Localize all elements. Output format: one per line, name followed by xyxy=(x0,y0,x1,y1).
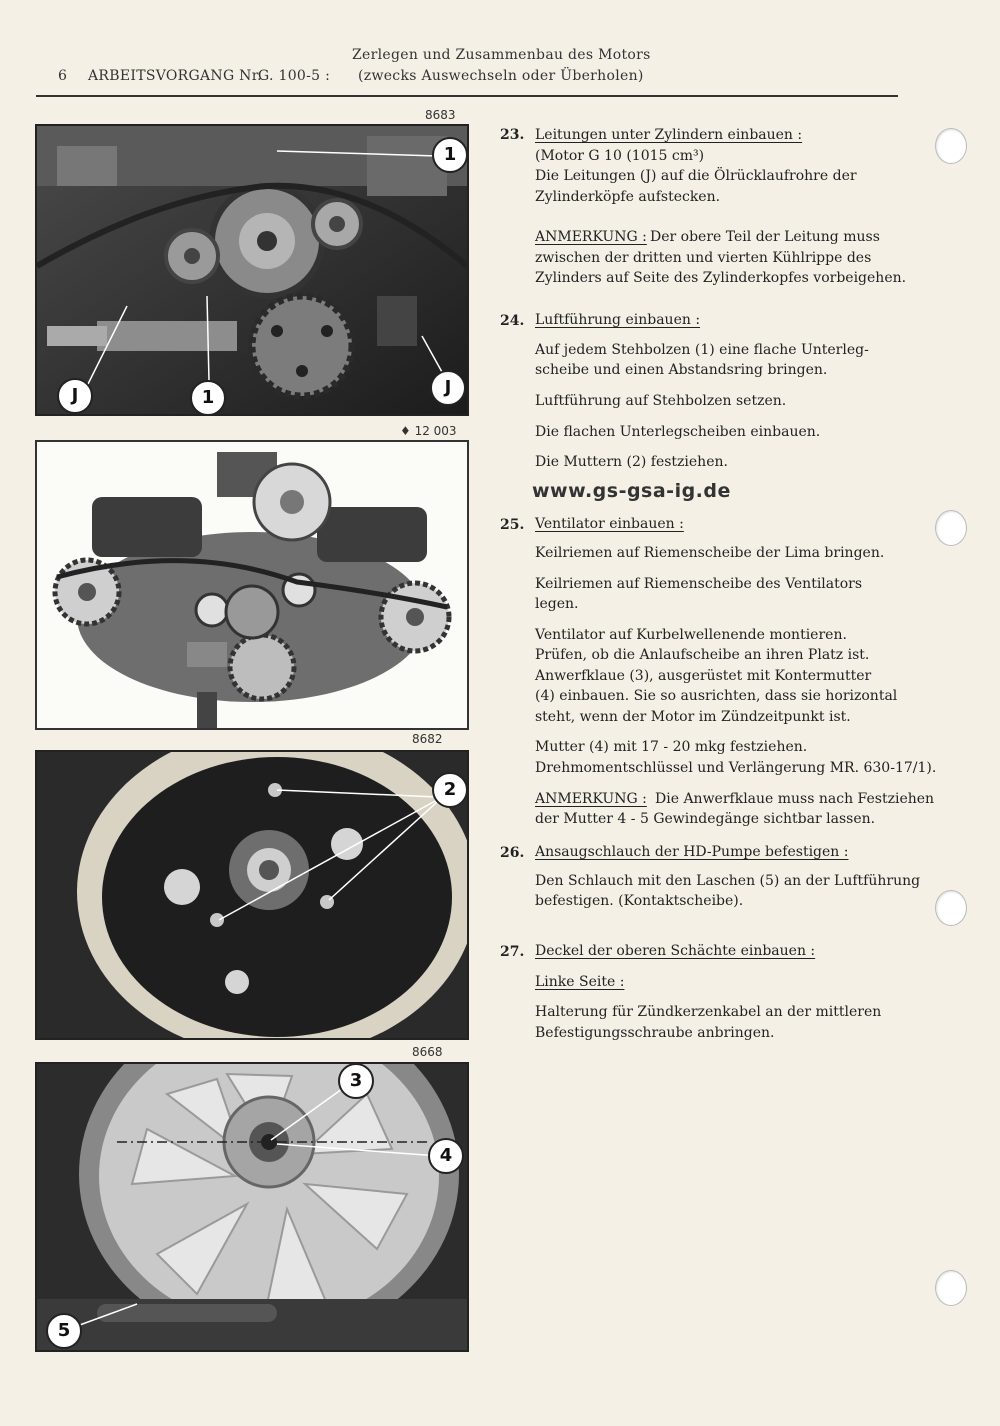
page-number: 6 xyxy=(58,68,68,84)
step-23-note-line: zwischen der dritten und vierten Kühlrippe des xyxy=(535,250,872,266)
step-23-line: Zylinderköpfe aufstecken. xyxy=(535,189,721,205)
step-25-line: (4) einbauen. Sie so ausrichten, dass sie horizontal xyxy=(535,688,898,704)
figure-ref: 8683 xyxy=(425,108,456,122)
step-25-number: 25. xyxy=(500,517,525,533)
step-25-line: Ventilator auf Kurbelwellenende montieren. xyxy=(535,627,847,643)
engine-photo-overview xyxy=(35,440,469,730)
header-title-line1: Zerlegen und Zusammenbau des Motors xyxy=(352,47,651,63)
callout-5: 5 xyxy=(46,1313,82,1349)
step-23-note-line: Der obere Teil der Leitung muss xyxy=(650,229,880,245)
step-25-note-line: Die Anwerfklaue muss nach Festziehen xyxy=(655,791,935,807)
step-23-note-line: Zylinders auf Seite des Zylinderkopfes vorbeigehen. xyxy=(535,270,907,286)
step-25-line: Anwerfklaue (3), ausgerüstet mit Kontermutter xyxy=(535,668,872,684)
step-25-line: legen. xyxy=(535,596,579,612)
website-watermark: www.gs-gsa-ig.de xyxy=(532,480,731,502)
step-25-note-label: ANMERKUNG : xyxy=(535,791,647,807)
engine-photo-pipes xyxy=(35,124,469,416)
step-26-number: 26. xyxy=(500,845,525,861)
step-26-title: Ansaugschlauch der HD-Pumpe befestigen : xyxy=(535,844,849,860)
step-25-note-line: der Mutter 4 - 5 Gewindegänge sichtbar lassen. xyxy=(535,811,876,827)
callout-j: J xyxy=(57,378,93,414)
punch-hole xyxy=(935,1270,967,1306)
step-27-title: Deckel der oberen Schächte einbauen : xyxy=(535,943,816,959)
header-title-line2: (zwecks Auswechseln oder Überholen) xyxy=(358,68,644,84)
callout-4: 4 xyxy=(428,1138,464,1174)
step-24-line: Die flachen Unterlegscheiben einbauen. xyxy=(535,424,821,440)
step-26-line: befestigen. (Kontaktscheibe). xyxy=(535,893,744,909)
step-24-line: Die Muttern (2) festziehen. xyxy=(535,454,728,470)
figure-ref: 8668 xyxy=(412,1045,443,1059)
engine-photo-air-guide xyxy=(35,750,469,1040)
step-24-line: Auf jedem Stehbolzen (1) eine flache Unterleg- xyxy=(535,342,869,358)
procedure-label: ARBEITSVORGANG Nr. xyxy=(88,68,262,84)
step-25-line: Mutter (4) mit 17 - 20 mkg festziehen. xyxy=(535,739,808,755)
callout-1: 1 xyxy=(190,380,226,416)
figure-ref: ♦ 12 003 xyxy=(400,424,457,438)
step-24-number: 24. xyxy=(500,313,525,329)
step-25-title: Ventilator einbauen : xyxy=(535,516,684,532)
figure-ref: 8682 xyxy=(412,732,443,746)
step-24-line: Luftführung auf Stehbolzen setzen. xyxy=(535,393,787,409)
callout-3: 3 xyxy=(338,1063,374,1099)
step-23-title: Leitungen unter Zylindern einbauen : xyxy=(535,127,803,143)
step-26-line: Den Schlauch mit den Laschen (5) an der Luftführung xyxy=(535,873,921,889)
step-27-subtitle: Linke Seite : xyxy=(535,974,625,990)
step-23-number: 23. xyxy=(500,127,525,143)
step-25-line: Prüfen, ob die Anlaufscheibe an ihren Platz ist. xyxy=(535,647,870,663)
step-27-number: 27. xyxy=(500,944,525,960)
punch-hole xyxy=(935,128,967,164)
punch-hole xyxy=(935,890,967,926)
step-27-line: Halterung für Zündkerzenkabel an der mittleren xyxy=(535,1004,882,1020)
procedure-code: G. 100-5 : xyxy=(258,68,331,84)
callout-j: J xyxy=(430,370,466,406)
engine-photo-fan xyxy=(35,1062,469,1352)
callout-1: 1 xyxy=(432,137,468,173)
step-27-line: Befestigungsschraube anbringen. xyxy=(535,1025,775,1041)
step-25-line: Keilriemen auf Riemenscheibe des Ventilators xyxy=(535,576,863,592)
step-24-line: scheibe und einen Abstandsring bringen. xyxy=(535,362,828,378)
callout-2: 2 xyxy=(432,772,468,808)
step-23-note-label: ANMERKUNG : xyxy=(535,229,647,245)
step-25-line: Drehmomentschlüssel und Verlängerung MR. 630-17/1). xyxy=(535,760,937,776)
step-23-line: Die Leitungen (J) auf die Ölrücklaufrohre der xyxy=(535,168,857,184)
step-24-title: Luftführung einbauen : xyxy=(535,312,701,328)
step-25-line: Keilriemen auf Riemenscheibe der Lima bringen. xyxy=(535,545,885,561)
punch-hole xyxy=(935,510,967,546)
step-25-line: steht, wenn der Motor im Zündzeitpunkt ist. xyxy=(535,709,851,725)
step-23-line: (Motor G 10 (1015 cm³) xyxy=(535,148,705,164)
header-rule xyxy=(36,95,898,97)
